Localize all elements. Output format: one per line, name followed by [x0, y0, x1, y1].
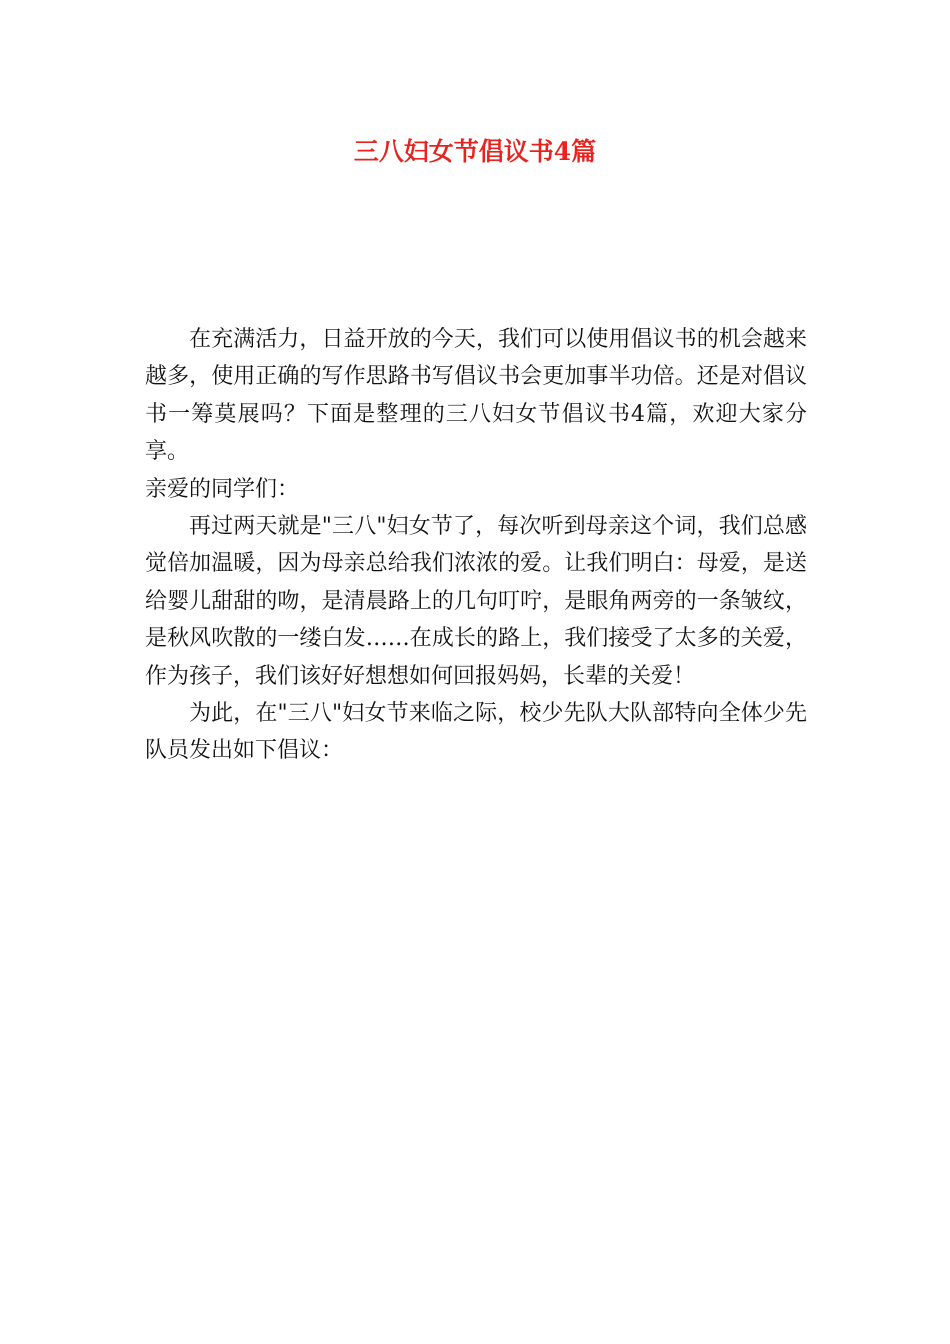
body-paragraph-initiative: 为此，在"三八"妇女节来临之际，校少先队大队部特向全体少先队员发出如下倡议：	[145, 701, 807, 764]
salutation: 亲爱的同学们：	[145, 476, 300, 502]
body-paragraph-mother-love: 再过两天就是"三八"妇女节了，每次听到母亲这个词，我们总感觉倍加温暖，因为母亲总给我们浓浓的爱。让我们明白：母爱，是送给婴儿甜甜的吻，是清晨路上的几句叮咛，是眼角两旁的一条皱纹，是秋风吹散的一缕白发……在成长的路上，我们接受了太多的关爱，作为孩子，我们该好好想想如何回报妈妈，长辈的关爱！	[145, 514, 807, 689]
document-title: 三八妇女节倡议书4篇	[353, 137, 597, 166]
document-body	[145, 321, 807, 770]
intro-paragraph: 在充满活力，日益开放的今天，我们可以使用倡议书的机会越来越多，使用正确的写作思路书写倡议书会更加事半功倍。还是对倡议书一筹莫展吗？下面是整理的三八妇女节倡议书4篇，欢迎大家分享。	[145, 327, 807, 465]
